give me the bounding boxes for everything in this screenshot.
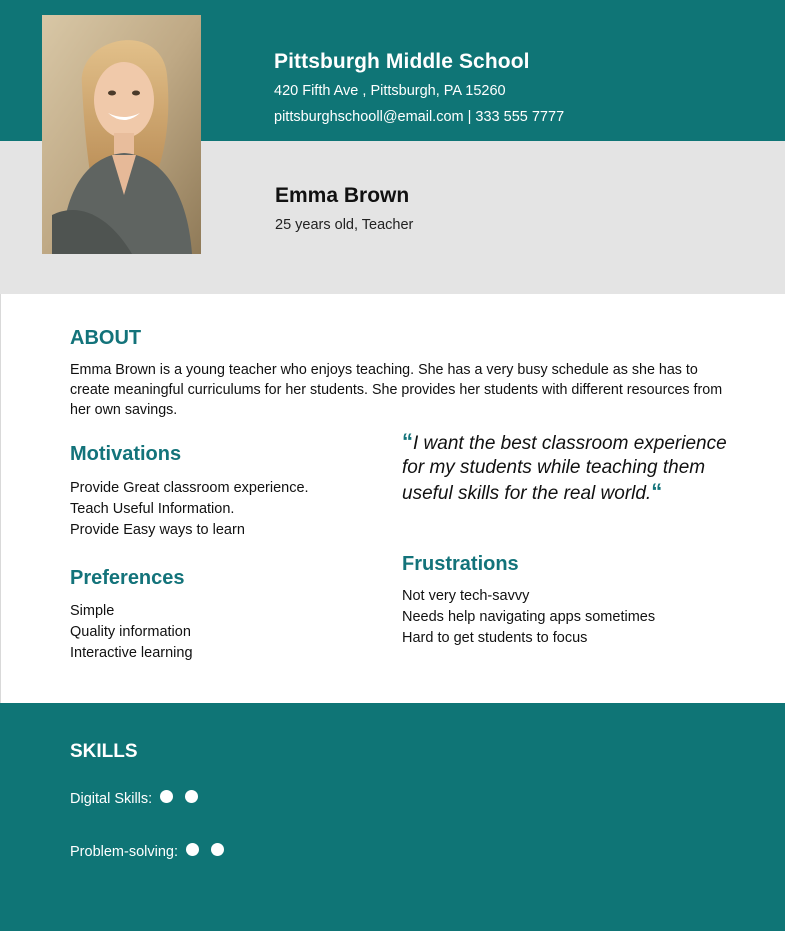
school-contact: pittsburghschooll@email.com | 333 555 7777 <box>274 109 565 125</box>
quote-close-mark: “ <box>651 479 663 504</box>
motivations-heading: Motivations <box>70 443 182 465</box>
skill-label: Digital Skills: <box>70 790 153 807</box>
skill-level-dots <box>178 843 224 860</box>
list-item: Simple <box>70 603 115 619</box>
school-name: Pittsburgh Middle School <box>274 50 530 73</box>
quote-text: I want the best classroom experience for my students while teaching them useful skills for the real world. <box>402 433 727 504</box>
frustrations-list <box>402 586 655 649</box>
list-item: Teach Useful Information. <box>70 501 235 517</box>
list-item: Quality information <box>70 624 191 640</box>
profile-photo <box>42 15 201 254</box>
list-item: Not very tech-savvy <box>402 588 530 604</box>
page-edge <box>0 294 1 704</box>
person-subtitle: 25 years old, Teacher <box>275 217 414 233</box>
preferences-heading: Preferences <box>70 567 185 589</box>
school-address: 420 Fifth Ave , Pittsburgh, PA 15260 <box>274 83 506 99</box>
skill-level-dots <box>152 790 198 807</box>
skill-dot <box>186 843 199 856</box>
skill-dot <box>185 790 198 803</box>
list-item: Provide Great classroom experience. <box>70 480 309 496</box>
list-item: Interactive learning <box>70 645 193 661</box>
motivations-list <box>70 478 309 541</box>
about-text: Emma Brown is a young teacher who enjoys teaching. She has a very busy schedule as she has to create meaningful curriculums for her students. She provides her students with different resources from her own savings. <box>70 362 723 418</box>
persona-quote <box>402 430 747 506</box>
skills-band <box>0 703 785 931</box>
skill-label: Problem-solving: <box>70 843 178 860</box>
preferences-list <box>70 601 193 664</box>
skill-dot <box>211 843 224 856</box>
list-item: Provide Easy ways to learn <box>70 522 245 538</box>
skill-dot <box>160 790 173 803</box>
frustrations-heading: Frustrations <box>402 553 519 575</box>
list-item: Needs help navigating apps sometimes <box>402 609 656 625</box>
skill-row-digital <box>70 790 198 807</box>
about-heading: ABOUT <box>70 327 142 349</box>
person-name: Emma Brown <box>275 184 410 207</box>
skill-row-problem-solving <box>70 843 224 860</box>
quote-open-mark: “ <box>402 429 413 454</box>
skills-heading: SKILLS <box>70 741 138 762</box>
list-item: Hard to get students to focus <box>402 630 588 646</box>
